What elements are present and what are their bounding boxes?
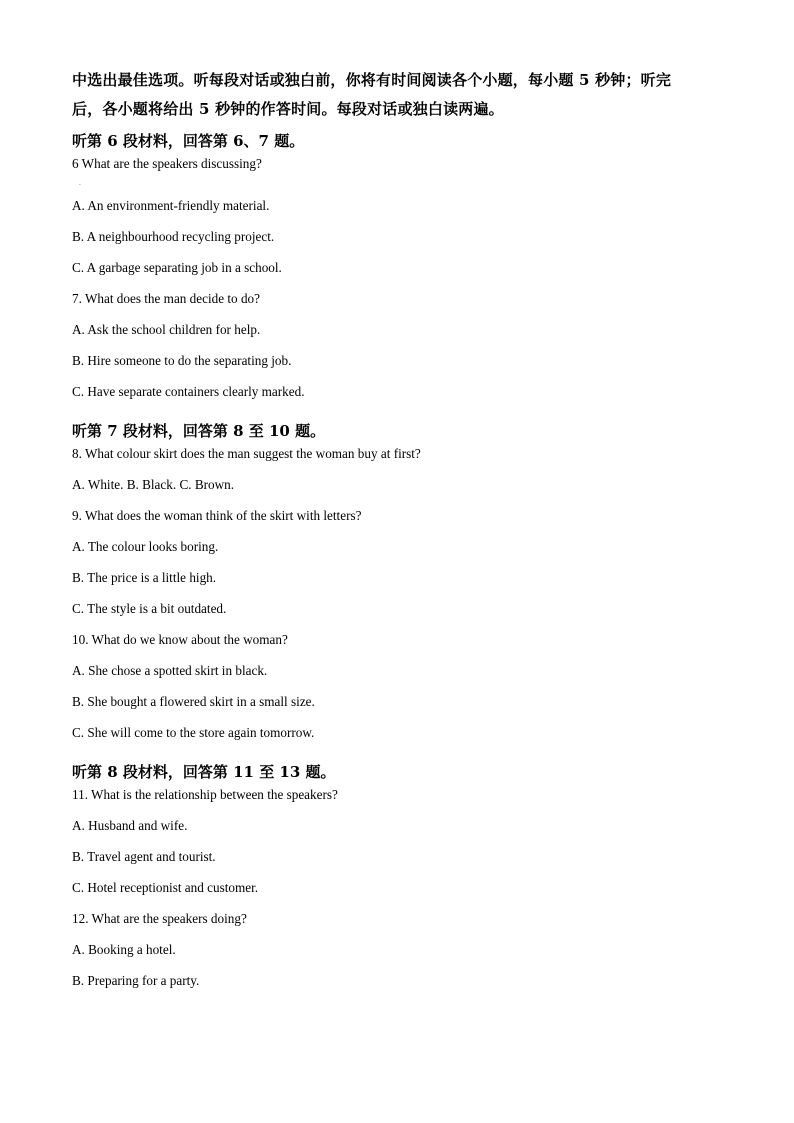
option-7a: A. Ask the school children for help. [72, 322, 261, 337]
question-10: 10. What do we know about the woman? [72, 632, 288, 647]
option-9a: A. The colour looks boring. [72, 539, 219, 554]
option-12b: B. Preparing for a party. [72, 973, 200, 988]
document-page [72, 66, 722, 1003]
intro-line-2: 后，各小题将给出 5 秒钟的作答时间。每段对话或独白读两遍。 [72, 100, 504, 118]
question-7: 7. What does the man decide to do? [72, 291, 260, 306]
question-8: 8. What colour skirt does the man suggest the woman buy at first? [72, 446, 421, 461]
option-10c: C. She will come to the store again tomorrow. [72, 725, 315, 740]
question-11: 11. What is the relationship between the speakers? [72, 787, 338, 802]
question-9: 9. What does the woman think of the skirt with letters? [72, 508, 362, 523]
option-10b: B. She bought a flowered skirt in a small size. [72, 694, 315, 709]
section-heading: 听第 8 段材料，回答第 11 至 13 题。 [72, 763, 336, 781]
section-8 [72, 762, 722, 1003]
question-6: 6 What are the speakers discussing? [72, 156, 262, 171]
options-8: A. White. B. Black. C. Brown. [72, 477, 235, 492]
option-7c: C. Have separate containers clearly marked. [72, 384, 305, 399]
question-12: 12. What are the speakers doing? [72, 911, 247, 926]
option-6a: A. An environment-friendly material. [72, 198, 270, 213]
option-11a: A. Husband and wife. [72, 818, 188, 833]
option-9b: B. The price is a little high. [72, 570, 217, 585]
option-7b: B. Hire someone to do the separating job. [72, 353, 292, 368]
option-9c: C. The style is a bit outdated. [72, 601, 227, 616]
option-12a: A. Booking a hotel. [72, 942, 176, 957]
stray-dot-mark: · [79, 182, 81, 189]
intro-line-1: 中选出最佳选项。听每段对话或独白前，你将有时间阅读各个小题，每小题 5 秒钟；听完 [72, 71, 672, 89]
section-7 [72, 421, 722, 755]
section-heading: 听第 7 段材料，回答第 8 至 10 题。 [72, 422, 326, 440]
option-11b: B. Travel agent and tourist. [72, 849, 216, 864]
option-11c: C. Hotel receptionist and customer. [72, 880, 259, 895]
option-6b: B. A neighbourhood recycling project. [72, 229, 275, 244]
option-6c: C. A garbage separating job in a school. [72, 260, 282, 275]
section-heading: 听第 6 段材料，回答第 6、7 题。 [72, 132, 305, 150]
option-10a: A. She chose a spotted skirt in black. [72, 663, 268, 678]
section-6 [72, 131, 722, 414]
